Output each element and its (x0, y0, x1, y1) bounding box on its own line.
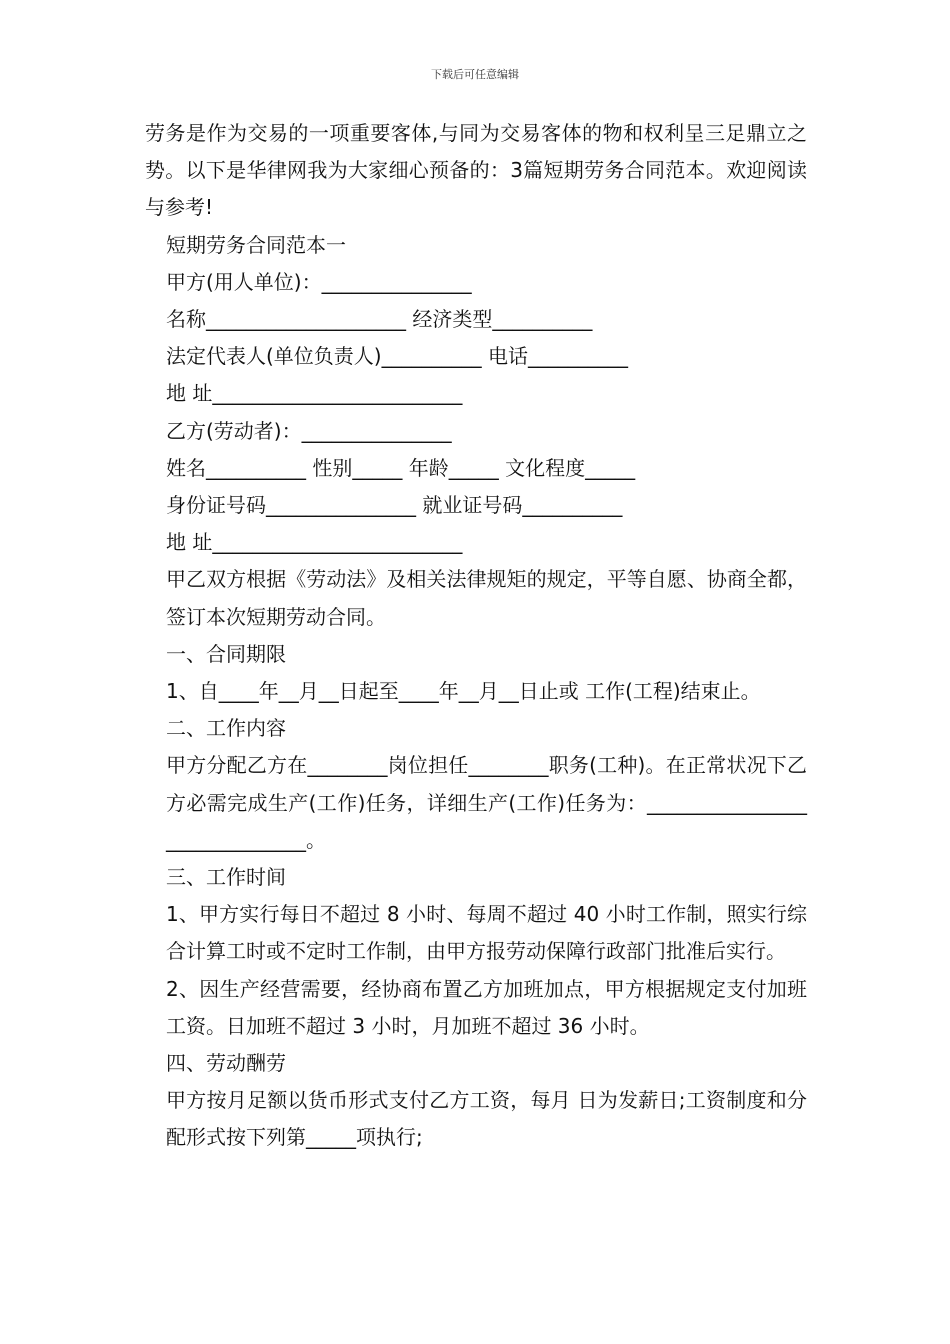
section-heading-pay: 四、劳动酬劳 (166, 1051, 286, 1076)
party-b-info-line: 姓名__________ 性别_____ 年龄_____ 文化程度_____ (166, 455, 636, 480)
document-body (145, 115, 807, 1157)
section-heading-work-content: 二、工作内容 (166, 716, 286, 741)
contract-title: 短期劳务合同范本一 (166, 232, 346, 257)
party-b-line: 乙方(劳动者)：_______________ (166, 418, 452, 443)
work-content-clause: 甲方分配乙方在________岗位担任________职务(工种)。在正常状况下乙方必需完成生产(工作)任务，详细生产(工作)任务为：______________________________。 (166, 753, 807, 852)
party-a-name-line: 名称____________________ 经济类型__________ (166, 307, 593, 332)
agreement-paragraph: 甲乙双方根据《劳动法》及相关法律规矩的规定，平等自愿、协商全都，签订本次短期劳动合同。 (166, 567, 807, 629)
term-clause: 1、自____年__月__日起至____年__月__日止或 工作(工程)结束止。 (166, 679, 761, 704)
page-header-note: 下载后可任意编辑 (431, 68, 519, 81)
party-b-address-line: 地 址_________________________ (166, 530, 463, 555)
section-heading-term: 一、合同期限 (166, 641, 286, 666)
party-a-representative-line: 法定代表人(单位负责人)__________ 电话__________ (166, 344, 628, 369)
party-a-address-line: 地 址_________________________ (166, 381, 463, 406)
pay-clause: 甲方按月足额以货币形式支付乙方工资，每月 日为发薪日;工资制度和分配形式按下列第_____项执行; (166, 1088, 807, 1150)
intro-paragraph: 劳务是作为交易的一项重要客体,与同为交易客体的物和权利呈三足鼎立之势。以下是华律网我为大家细心预备的：3篇短期劳务合同范本。欢迎阅读与参考! (145, 121, 807, 220)
work-time-clause-1: 1、甲方实行每日不超过 8 小时、每周不超过 40 小时工作制，照实行综合计算工时或不定时工作制，由甲方报劳动保障行政部门批准后实行。 (166, 902, 807, 964)
section-heading-work-time: 三、工作时间 (166, 865, 286, 890)
work-time-clause-2: 2、因生产经营需要，经协商布置乙方加班加点，甲方根据规定支付加班工资。日加班不超过 3 小时，月加班不超过 36 小时。 (166, 976, 807, 1038)
party-a-line: 甲方(用人单位)：_______________ (166, 269, 472, 294)
party-b-id-line: 身份证号码_______________ 就业证号码__________ (166, 493, 623, 518)
